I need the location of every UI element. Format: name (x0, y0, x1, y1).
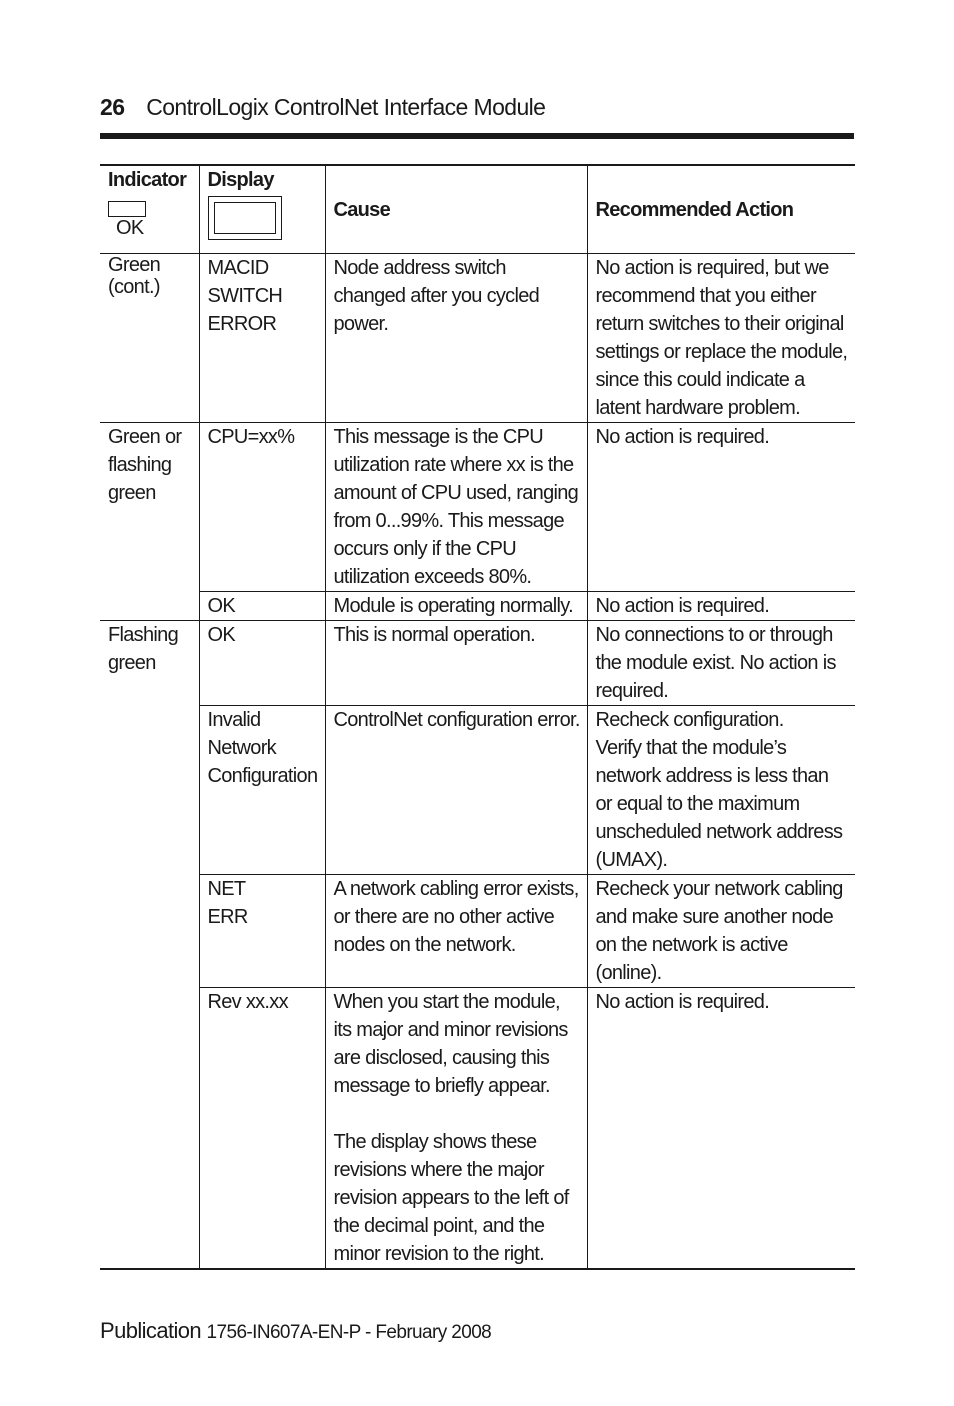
table-row (100, 621, 855, 706)
footer-label: Publication (100, 1318, 202, 1343)
action-cell: Recheck your network cabling and make sure another node on the network is active (online). (587, 875, 855, 988)
cause-column-header: Cause (325, 165, 587, 254)
table-header-row (100, 165, 855, 254)
display-cell: OK (199, 621, 325, 706)
cause-cell: Module is operating normally. (325, 592, 587, 621)
publication-info: 1756-IN607A-EN-P - February 2008 (206, 1322, 492, 1343)
cause-cell: A network cabling error exists, or there are no other active nodes on the network. (325, 875, 587, 988)
cause-cell: Node address switch changed after you cycled power. (325, 254, 587, 423)
action-cell: Recheck configuration. Verify that the module’s network address is less than or equal to the maximum unscheduled network address (UMAX). (587, 706, 855, 875)
display-cell: Invalid Network Configuration (199, 706, 325, 875)
cause-cell: This is normal operation. (325, 621, 587, 706)
table-row (100, 706, 855, 875)
indicator-cell: Flashing green (100, 621, 199, 1270)
action-column-header: Recommended Action (587, 165, 855, 254)
action-cell: No action is required. (587, 423, 855, 592)
display-cell: MACID SWITCH ERROR (199, 254, 325, 423)
header-rule (100, 133, 854, 139)
table-row (100, 592, 855, 621)
ok-led-label: OK (116, 217, 144, 239)
page-title: ControlLogix ControlNet Interface Module (146, 94, 546, 120)
page-footer (100, 1318, 491, 1344)
display-cell: CPU=xx% (199, 423, 325, 592)
display-cell: NET ERR (199, 875, 325, 988)
indicator-column-header: Indicator OK (100, 165, 199, 254)
table-row (100, 423, 855, 592)
table-row (100, 875, 855, 988)
table-row (100, 254, 855, 423)
alphanumeric-display-icon (208, 196, 282, 240)
cause-cell: When you start the module, its major and minor revisions are disclosed, causing this message to briefly appear. The display shows these revisions where the major revision appears to the left of the decimal point, and the minor revision to the right. (325, 988, 587, 1270)
cause-cell: ControlNet configuration error. (325, 706, 587, 875)
ok-led-icon (108, 201, 146, 217)
page-header (100, 94, 545, 121)
action-cell: No action is required. (587, 988, 855, 1270)
action-cell: No action is required, but we recommend that you either return switches to their original settings or replace the module, since this could indicate a latent hardware problem. (587, 254, 855, 423)
indicator-cell: Green or flashing green (100, 423, 199, 621)
status-indicator-table (100, 164, 855, 1270)
display-column-header: Display (199, 165, 325, 254)
action-cell: No action is required. (587, 592, 855, 621)
page-number: 26 (100, 94, 125, 120)
display-cell: OK (199, 592, 325, 621)
action-cell: No connections to or through the module exist. No action is required. (587, 621, 855, 706)
table-row (100, 988, 855, 1270)
indicator-cell: Green (cont.) (100, 254, 199, 423)
display-cell: Rev xx.xx (199, 988, 325, 1270)
cause-cell: This message is the CPU utilization rate where xx is the amount of CPU used, ranging from 0...99%. This message occurs only if the CPU utilization exceeds 80%. (325, 423, 587, 592)
